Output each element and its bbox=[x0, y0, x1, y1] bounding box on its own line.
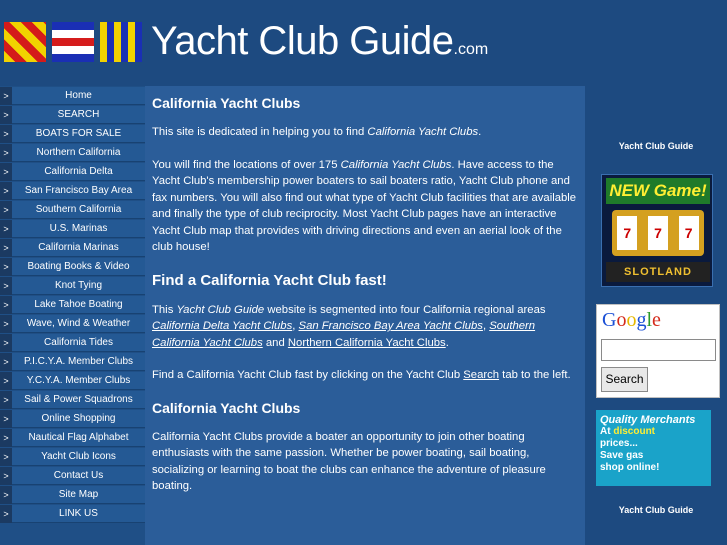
sidebar-item[interactable] bbox=[0, 486, 145, 505]
google-search-input[interactable] bbox=[601, 339, 716, 361]
slotland-ad-brand: SLOTLAND bbox=[606, 262, 710, 282]
sidebar-item[interactable] bbox=[0, 201, 145, 220]
sidebar-item[interactable] bbox=[0, 296, 145, 315]
sidebar-item[interactable] bbox=[0, 220, 145, 239]
sidebar-item[interactable] bbox=[0, 391, 145, 410]
sidebar-item[interactable] bbox=[0, 372, 145, 391]
sidebar-item-label[interactable]: California Marinas bbox=[12, 239, 145, 257]
section-heading-california-yacht-clubs: California Yacht Clubs bbox=[152, 95, 301, 111]
flag-golf-icon bbox=[100, 22, 142, 62]
sidebar-item-label[interactable]: U.S. Marinas bbox=[12, 220, 145, 238]
sidebar-item-label[interactable]: Site Map bbox=[12, 486, 145, 504]
sidebar-nav bbox=[0, 86, 145, 545]
sidebar-item[interactable] bbox=[0, 410, 145, 429]
sidebar-item-label[interactable]: Y.C.Y.A. Member Clubs bbox=[12, 372, 145, 390]
sidebar-item-label[interactable]: Northern California bbox=[12, 144, 145, 162]
merchant-ad-line: At discount bbox=[600, 426, 656, 437]
section-heading-find-fast: Find a California Yacht Club fast! bbox=[152, 271, 387, 289]
chevron-right-icon: > bbox=[0, 315, 12, 333]
chevron-right-icon: > bbox=[0, 106, 12, 124]
site-title-tld: .com bbox=[453, 41, 489, 58]
section-heading-california-yacht-clubs-2: California Yacht Clubs bbox=[152, 399, 301, 416]
sidebar-item-label[interactable]: LINK US bbox=[12, 505, 145, 523]
clubs-description-paragraph: California Yacht Clubs provide a boater an opportunity to join other boating enthusiasts with the same passion. Whether be power boating, sail boating, socializing or learning to boat the clubs can enhance the adventure of pleasure boating. bbox=[152, 430, 546, 492]
sidebar-item-label[interactable]: California Tides bbox=[12, 334, 145, 352]
sidebar-item-label[interactable]: Home bbox=[12, 87, 145, 105]
chevron-right-icon: > bbox=[0, 486, 12, 504]
sidebar-item-label[interactable]: San Francisco Bay Area bbox=[12, 182, 145, 200]
regions-paragraph: This Yacht Club Guide website is segmented into four California regional areas California Delta Yacht Clubs, San Francisco Bay Area Yacht Clubs, Southern California Yacht Clubs and Northern California Yacht Clubs. bbox=[152, 303, 546, 349]
chevron-right-icon: > bbox=[0, 125, 12, 143]
chevron-right-icon: > bbox=[0, 391, 12, 409]
main-content bbox=[145, 86, 585, 545]
sidebar-item[interactable] bbox=[0, 334, 145, 353]
merchant-ad-line: shop online! bbox=[600, 462, 660, 473]
sidebar-item-label[interactable]: Boating Books & Video bbox=[12, 258, 145, 276]
sidebar-item[interactable] bbox=[0, 87, 145, 106]
slot-reel: 7 bbox=[648, 216, 668, 250]
merchant-ad-title: Quality Merchants bbox=[600, 414, 696, 426]
merchant-ad-line: prices... bbox=[600, 438, 638, 449]
sidebar-item[interactable] bbox=[0, 163, 145, 182]
site-header bbox=[0, 0, 727, 86]
sidebar-item-label[interactable]: SEARCH bbox=[12, 106, 145, 124]
right-sidebar bbox=[585, 86, 727, 545]
chevron-right-icon: > bbox=[0, 182, 12, 200]
intro-paragraph: This site is dedicated in helping you to find California Yacht Clubs. bbox=[152, 126, 482, 138]
sidebar-item[interactable] bbox=[0, 144, 145, 163]
right-label-bottom: Yacht Club Guide bbox=[618, 505, 694, 515]
sidebar-item-label[interactable]: Nautical Flag Alphabet bbox=[12, 429, 145, 447]
flag-yankee-icon bbox=[4, 22, 46, 62]
sidebar-item-label[interactable]: Sail & Power Squadrons bbox=[12, 391, 145, 409]
sidebar-item[interactable] bbox=[0, 315, 145, 334]
sidebar-item-label[interactable]: Knot Tying bbox=[12, 277, 145, 295]
chevron-right-icon: > bbox=[0, 163, 12, 181]
right-label-top: Yacht Club Guide bbox=[618, 141, 694, 151]
sidebar-item[interactable] bbox=[0, 277, 145, 296]
google-search-box bbox=[596, 304, 720, 398]
sidebar-item-label[interactable]: Lake Tahoe Boating bbox=[12, 296, 145, 314]
chevron-right-icon: > bbox=[0, 144, 12, 162]
chevron-right-icon: > bbox=[0, 87, 12, 105]
quality-merchants-ad[interactable] bbox=[596, 410, 711, 486]
sidebar-item-label[interactable]: Wave, Wind & Weather bbox=[12, 315, 145, 333]
sidebar-item-label[interactable]: BOATS FOR SALE bbox=[12, 125, 145, 143]
site-title[interactable] bbox=[151, 19, 488, 64]
slotland-ad[interactable] bbox=[601, 174, 713, 287]
slot-reel: 7 bbox=[617, 216, 637, 250]
search-paragraph: Find a California Yacht Club fast by clicking on the Yacht Club Search tab to the left. bbox=[152, 369, 571, 381]
sidebar-item[interactable] bbox=[0, 106, 145, 125]
link-sf-bay-yacht-clubs[interactable]: San Francisco Bay Area Yacht Clubs bbox=[298, 320, 483, 332]
sidebar-item-label[interactable]: Southern California bbox=[12, 201, 145, 219]
chevron-right-icon: > bbox=[0, 258, 12, 276]
chevron-right-icon: > bbox=[0, 467, 12, 485]
chevron-right-icon: > bbox=[0, 201, 12, 219]
link-northern-yacht-clubs[interactable]: Northern California Yacht Clubs bbox=[287, 336, 446, 349]
slot-reels bbox=[612, 210, 704, 256]
chevron-right-icon: > bbox=[0, 505, 12, 523]
chevron-right-icon: > bbox=[0, 410, 12, 428]
slot-reel: 7 bbox=[679, 216, 699, 250]
chevron-right-icon: > bbox=[0, 220, 12, 238]
sidebar-item[interactable] bbox=[0, 429, 145, 448]
chevron-right-icon: > bbox=[0, 296, 12, 314]
slotland-ad-banner: NEW Game! bbox=[606, 178, 710, 204]
sidebar-item-label[interactable]: Online Shopping bbox=[12, 410, 145, 428]
sidebar-item[interactable] bbox=[0, 505, 145, 524]
chevron-right-icon: > bbox=[0, 239, 12, 257]
chevron-right-icon: > bbox=[0, 448, 12, 466]
sidebar-item[interactable] bbox=[0, 353, 145, 372]
google-logo: Google bbox=[602, 309, 661, 331]
sidebar-item[interactable] bbox=[0, 467, 145, 486]
sidebar-item[interactable] bbox=[0, 448, 145, 467]
nautical-flags-logo[interactable] bbox=[4, 22, 142, 62]
link-southern-yacht-clubs[interactable]: Southern California Yacht Clubs bbox=[152, 320, 536, 349]
locations-paragraph: You will find the locations of over 175 California Yacht Clubs. Have access to the Yacht Club's membership power boaters to sail boaters ratio, Yacht Club phone and fax numbers. You will also find out what type of Yacht Club facilities that are available and finally the type of club reciprocity. Most Yacht Club pages have an interactive Yacht Club map that provides with driving directions and even an aerial look of the club house! bbox=[152, 158, 577, 253]
sidebar-item-label[interactable]: Contact Us bbox=[12, 467, 145, 485]
chevron-right-icon: > bbox=[0, 334, 12, 352]
site-title-text: Yacht Club Guide bbox=[151, 19, 454, 63]
flag-charlie-icon bbox=[52, 22, 94, 62]
sidebar-item[interactable] bbox=[0, 125, 145, 144]
sidebar-item[interactable] bbox=[0, 182, 145, 201]
link-delta-yacht-clubs[interactable]: California Delta Yacht Clubs bbox=[152, 320, 293, 332]
sidebar-item[interactable] bbox=[0, 258, 145, 277]
chevron-right-icon: > bbox=[0, 429, 12, 447]
google-search-button[interactable]: Search bbox=[601, 367, 648, 392]
chevron-right-icon: > bbox=[0, 353, 12, 371]
chevron-right-icon: > bbox=[0, 277, 12, 295]
sidebar-item-label[interactable]: California Delta bbox=[12, 163, 145, 181]
link-search[interactable]: Search bbox=[463, 369, 500, 381]
sidebar-item[interactable] bbox=[0, 239, 145, 258]
merchant-ad-line: Save gas bbox=[600, 450, 644, 461]
sidebar-item-label[interactable]: P.I.C.Y.A. Member Clubs bbox=[12, 353, 145, 371]
sidebar-item-label[interactable]: Yacht Club Icons bbox=[12, 448, 145, 466]
chevron-right-icon: > bbox=[0, 372, 12, 390]
